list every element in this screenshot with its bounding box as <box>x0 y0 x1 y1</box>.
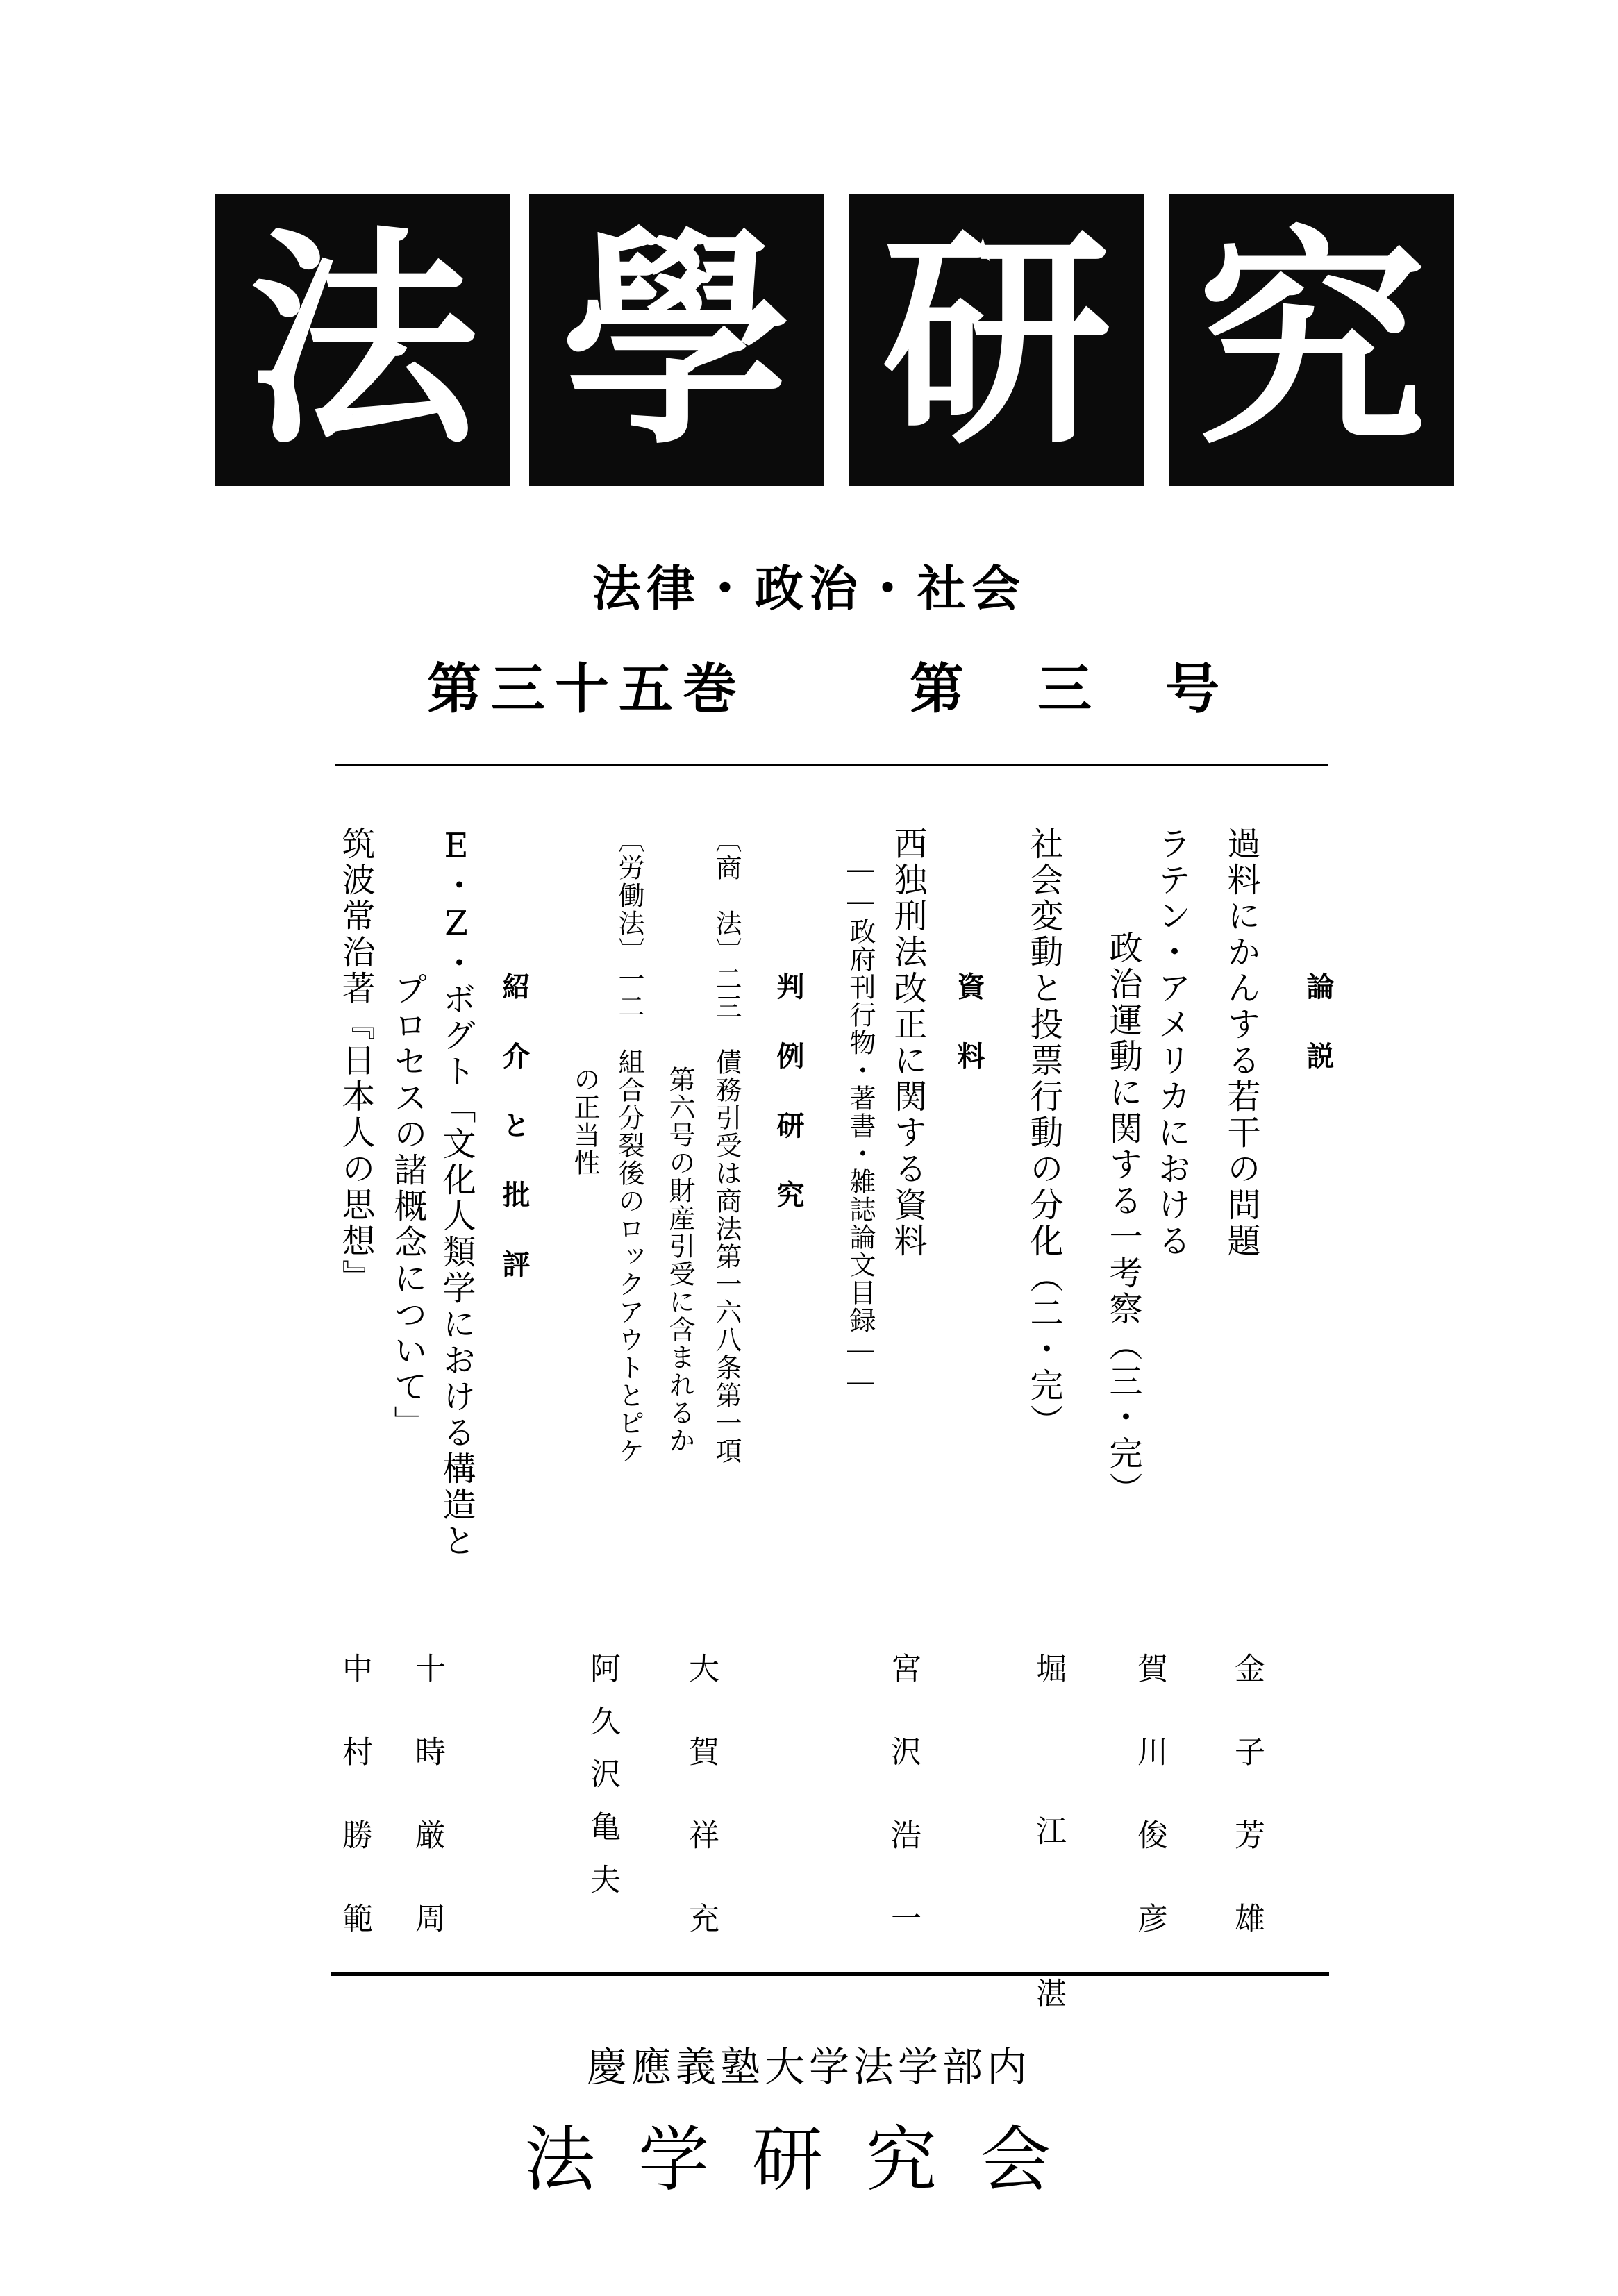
article-title: 〔労働法〕一二 組合分裂後のロックアウトとピケ <box>614 826 644 1465</box>
article-title: 過料にかんする若干の問題 <box>1221 826 1260 1259</box>
masthead-block-3 <box>849 194 1144 486</box>
article-title: 筑波常治著『日本人の思想』 <box>336 826 375 1296</box>
article-title: の正当性 <box>569 1066 600 1177</box>
masthead-block-1 <box>215 194 510 486</box>
article-title: 政治運動に関する一考察（三・完） <box>1103 930 1142 1508</box>
masthead-block-2 <box>529 194 824 486</box>
author-name: 金子芳雄 <box>1229 1652 1265 1986</box>
volume-number: 第三十五巻 <box>427 658 747 721</box>
article-title: ラテン・アメリカにおける <box>1152 826 1191 1259</box>
author-name: 大賀祥充 <box>683 1652 719 1986</box>
section-hanrei: 判例研究 <box>772 972 804 1250</box>
masthead-char: 究 <box>1197 206 1426 475</box>
article-title: 第六号の財産引受に含まれるか <box>665 1066 695 1455</box>
article-title: 社会変動と投票行動の分化（二・完） <box>1024 826 1063 1440</box>
journal-subtitle: 法律・政治・社会 <box>592 560 1026 617</box>
article-title: プロセスの諸概念について」 <box>388 972 427 1441</box>
top-divider <box>335 764 1328 766</box>
masthead-char: 學 <box>562 206 792 475</box>
author-name: 宮沢浩一 <box>885 1652 921 1986</box>
masthead-char: 研 <box>882 206 1112 475</box>
author-name: 中村勝範 <box>337 1652 372 1986</box>
bottom-divider <box>331 1972 1329 1976</box>
author-name: 十時厳周 <box>410 1652 445 1986</box>
article-title: E・Z・ボグト「文化人類学における構造と <box>437 826 476 1559</box>
masthead-block-4 <box>1169 194 1454 486</box>
section-ronsetsu: 論説 <box>1302 972 1334 1111</box>
masthead-char: 法 <box>248 206 478 475</box>
article-title: 西独刑法改正に関する資料 <box>888 826 927 1259</box>
publisher-name: 法学研究会 <box>524 2119 1094 2202</box>
author-name: 阿久沢亀夫 <box>585 1652 620 1916</box>
section-shokai: 紹介と批評 <box>498 972 530 1319</box>
publisher-affiliation: 慶應義塾大学法学部内 <box>586 2043 1031 2090</box>
author-name: 堀江湛 <box>1031 1652 1066 2140</box>
issue-number: 第 三 号 <box>910 658 1230 721</box>
article-title: 〔商 法〕二三 債務引受は商法第一六八条第一項 <box>711 826 742 1465</box>
section-shiryo: 資料 <box>953 972 985 1111</box>
article-subtitle: ――政府刊行物・著書・雑誌論文目録―― <box>845 854 876 1398</box>
author-name: 賀川俊彦 <box>1132 1652 1167 1986</box>
